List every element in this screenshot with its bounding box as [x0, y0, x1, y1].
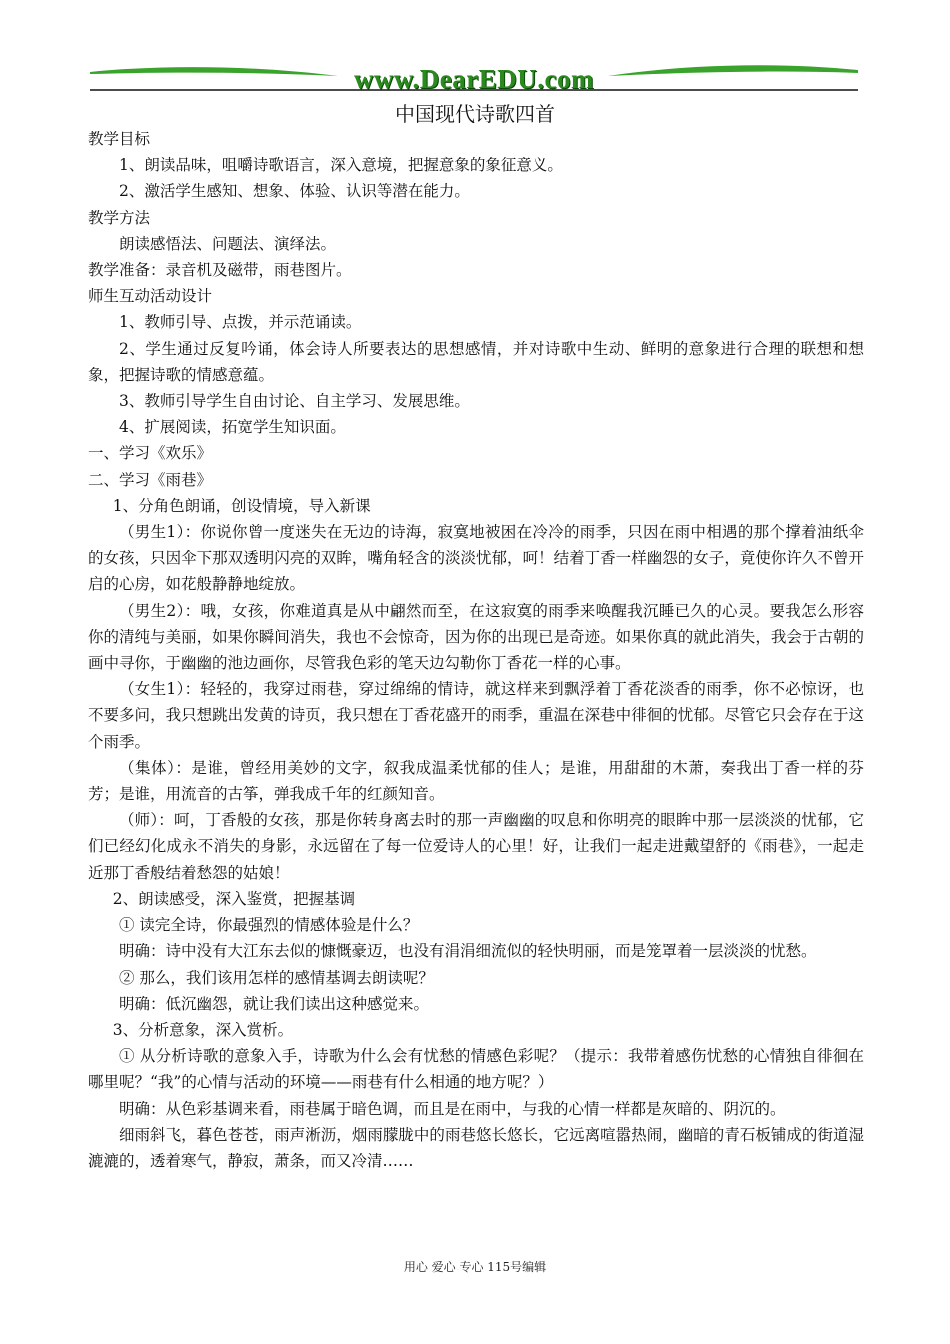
paragraph: 2、激活学生感知、想象、体验、认识等潜在能力。: [119, 182, 470, 201]
paragraph: ② 那么，我们该用怎样的感情基调去朗读呢？: [119, 968, 434, 987]
heading-preparation: 教学准备：录音机及磁带，雨巷图片。: [88, 261, 352, 280]
subsection-heading: 1、分角色朗诵，创设情境，导入新课: [112, 496, 371, 515]
paragraph: （男生2）：哦，女孩，你难道真是从中翩然而至，在这寂寞的雨季来唤醒我沉睡已久的心灵。要我怎么形容你的清纯与美丽，如果你瞬间消失，我也不会惊奇，因为你的出现已是奇迹。如果你真的就此消失，我会于古朝的画中寻你，于幽幽的池边画你，尽管我色彩的笔天边勾勒你丁香花一样的心事。: [88, 601, 864, 673]
paragraph: 明确：诗中没有大江东去似的慷慨豪迈，也没有涓涓细流似的轻快明丽，而是笼罩着一层淡淡的忧愁。: [119, 942, 817, 961]
page-footer: 用心 爱心 专心 115号编辑: [403, 1260, 547, 1274]
paragraph: 细雨斜飞，暮色苍苍，雨声淅沥，烟雨朦胧中的雨巷悠长悠长，它远离喧嚣热闹，幽暗的青石板铺成的街道湿漉漉的，透着寒气，静寂，萧条，而又冷清……: [88, 1125, 864, 1170]
page-title: 中国现代诗歌四首: [395, 102, 555, 126]
section-heading: 二、学习《雨巷》: [88, 470, 213, 489]
site-banner: [88, 60, 860, 96]
paragraph: 3、教师引导学生自由讨论、自主学习、发展思维。: [119, 392, 470, 411]
paragraph: （师）：呵，丁香般的女孩，那是你转身离去时的那一声幽幽的叹息和你明亮的眼眸中那一层淡淡的忧郁，它们已经幻化成永不消失的身影，永远留在了每一位爱诗人的心里！好，让我们一起走进戴望舒的《雨巷》，一起走近那丁香般结着愁怨的姑娘！: [88, 811, 864, 882]
paragraph: （男生1）：你说你曾一度迷失在无边的诗海，寂寞地被困在冷冷的雨季，只因在雨中相遇的那个撑着油纸伞的女孩，只因伞下那双透明闪亮的双眸，嘴角轻含的淡淡忧郁，呵！结着丁香一样幽怨的女子，竟使你许久不曾开启的心房，如花般静静地绽放。: [88, 523, 864, 594]
paragraph: 朗读感悟法、问题法、演绎法。: [119, 234, 337, 253]
paragraph: ① 从分析诗歌的意象入手，诗歌为什么会有忧愁的情感色彩呢？（提示：我带着感伤忧愁的心情独自徘徊在哪里呢？“我”的心情与活动的环境——雨巷有什么相通的地方呢？）: [88, 1047, 864, 1092]
paragraph: ① 读完全诗，你最强烈的情感体验是什么？: [119, 916, 419, 935]
paragraph: （集体）：是谁，曾经用美妙的文字，叙我成温柔忧郁的佳人；是谁，用甜甜的木萧，奏我出丁香一样的芬芳；是谁，用流音的古筝，弹我成千年的红颜知音。: [88, 758, 864, 804]
paragraph: 明确：从色彩基调来看，雨巷属于暗色调，而且是在雨中，与我的心情一样都是灰暗的、阴沉的。: [119, 1099, 786, 1118]
heading-objectives: 教学目标: [88, 130, 151, 148]
paragraph: 2、学生通过反复吟诵，体会诗人所要表达的思想感情，并对诗歌中生动、鲜明的意象进行合理的联想和想象，把握诗歌的情感意蕴。: [88, 339, 864, 384]
paragraph: 4、扩展阅读，拓宽学生知识面。: [119, 418, 346, 437]
document-body: [88, 126, 864, 1174]
section-heading: 一、学习《欢乐》: [88, 444, 213, 463]
paragraph: 1、朗读品味，咀嚼诗歌语言，深入意境，把握意象的象征意义。: [119, 156, 563, 175]
heading-activities: 师生互动活动设计: [88, 287, 213, 306]
site-logo[interactable]: www.DearEDU.com: [354, 64, 594, 94]
subsection-heading: 3、分析意象，深入赏析。: [112, 1020, 294, 1039]
paragraph: （女生1）：轻轻的，我穿过雨巷，穿过绵绵的情诗，就这样来到飘浮着丁香花淡香的雨季，你不必惊讶，也不要多问，我只想跳出发黄的诗页，我只想在丁香花盛开的雨季，重温在深巷中徘徊的忧郁。尽管它只会存在于这个雨季。: [88, 680, 864, 751]
subsection-heading: 2、朗读感受，深入鉴赏，把握基调: [112, 889, 356, 908]
paragraph: 明确：低沉幽怨，就让我们读出这种感觉来。: [119, 994, 430, 1013]
heading-methods: 教学方法: [88, 208, 151, 227]
paragraph: 1、教师引导、点拨，并示范诵读。: [119, 313, 362, 332]
